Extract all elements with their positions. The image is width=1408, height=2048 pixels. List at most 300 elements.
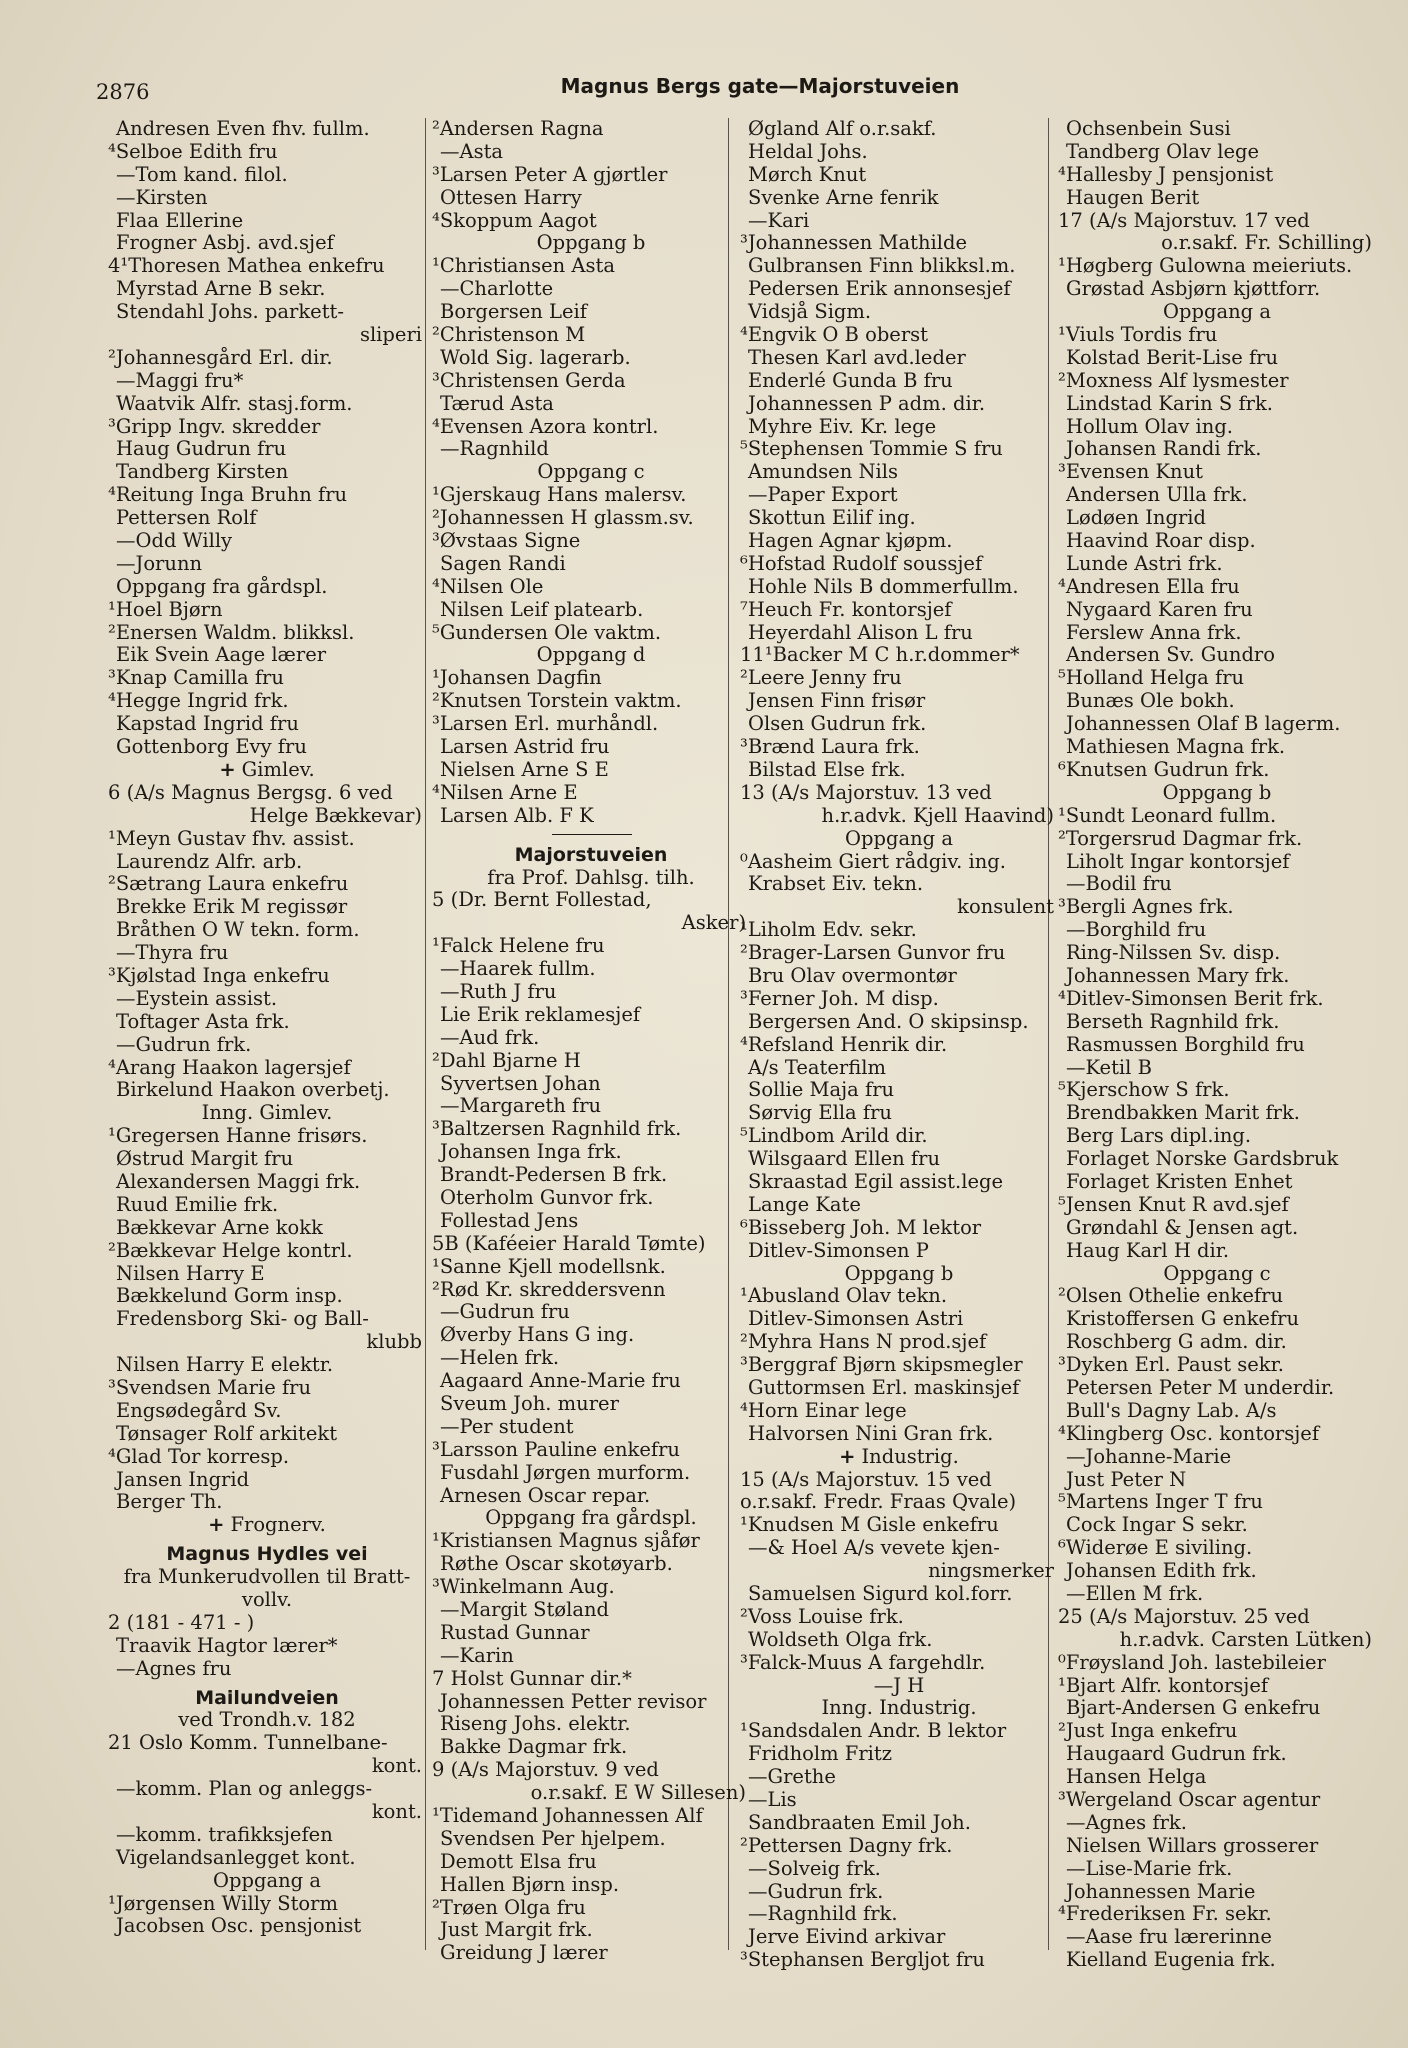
directory-entry: [1058, 1606, 1376, 1629]
entry-text: h.r.advk. Kjell Haavind): [821, 804, 1054, 827]
directory-entry: [1058, 1949, 1376, 1972]
entry-text: 11¹Backer M C h.r.dommer*: [740, 644, 1020, 667]
directory-entry: [740, 713, 1058, 736]
directory-entry: [1058, 1766, 1376, 1789]
entry-text: ¹Høgberg Gulowna meieriuts.: [1058, 255, 1353, 278]
directory-entry: [108, 1171, 426, 1194]
directory-entry: [108, 1057, 426, 1080]
entry-text: 5B (Kaféeier Harald Tømte): [432, 1232, 706, 1255]
directory-entry: [432, 599, 750, 622]
entry-text: Jensen Finn frisør: [748, 690, 926, 713]
street-heading: [432, 844, 750, 867]
entry-text: Bergersen And. O skipsinsp.: [748, 1010, 1029, 1033]
entry-text: —& Hoel A/s vevete kjen-: [748, 1537, 1000, 1560]
entry-text: Kristoffersen G enkefru: [1066, 1308, 1300, 1331]
column-3: [740, 118, 1058, 1972]
directory-entry: [740, 576, 1058, 599]
directory-entry: [740, 1125, 1058, 1148]
directory-entry: [740, 1835, 1058, 1858]
entry-text: Rustad Gunnar: [440, 1621, 590, 1644]
directory-entry: [740, 301, 1058, 324]
entry-text: ³Larsen Erl. murhåndl.: [432, 713, 659, 736]
entry-text: —Gudrun fru: [440, 1301, 570, 1324]
directory-entry: [740, 736, 1058, 759]
entry-text: —Bodil fru: [1066, 873, 1172, 896]
directory-entry: [740, 1034, 1058, 1057]
directory-entry: [108, 507, 426, 530]
entry-text: Ditlev-Simonsen P: [748, 1239, 929, 1262]
directory-entry: [108, 576, 426, 599]
directory-entry: [432, 1942, 750, 1965]
entry-text: —Jorunn: [116, 552, 203, 575]
directory-entry: [1058, 461, 1376, 484]
entry-text: Aagaard Anne-Marie fru: [440, 1370, 681, 1393]
entry-text: vollv.: [241, 1589, 293, 1611]
directory-entry: [1058, 141, 1376, 164]
directory-entry: [432, 1736, 750, 1759]
entry-text: o.r.sakf. Fr. Schilling): [1161, 232, 1372, 255]
entry-text: Helge Bækkevar): [249, 804, 422, 827]
directory-entry: [108, 1423, 426, 1446]
directory-entry: [1058, 324, 1376, 347]
section-rule: [432, 828, 750, 838]
entry-text: Oppgang a: [213, 1869, 321, 1892]
directory-entry: [740, 347, 1058, 370]
entry-text: konsulent: [957, 896, 1054, 919]
section-label: [108, 1870, 426, 1893]
entry-text: ²Torgersrud Dagmar frk.: [1058, 827, 1303, 850]
directory-entry: [740, 1331, 1058, 1354]
directory-entry: [1058, 988, 1376, 1011]
entry-text: ²Pettersen Dagny frk.: [740, 1834, 953, 1857]
entry-text: —Eystein assist.: [116, 987, 278, 1010]
directory-entry: [1058, 1057, 1376, 1080]
directory-entry: [108, 1217, 426, 1240]
directory-entry: [108, 301, 426, 324]
directory-entry: [1058, 1743, 1376, 1766]
directory-entry: [108, 118, 426, 141]
entry-text: Nilsen Leif platearb.: [440, 598, 644, 621]
directory-entry: [740, 438, 1058, 461]
directory-entry: [108, 828, 426, 851]
directory-entry: [108, 530, 426, 553]
directory-entry: [108, 1240, 426, 1263]
entry-text: Pedersen Erik annonsesjef: [748, 278, 1011, 301]
directory-entry: [740, 1606, 1058, 1629]
entry-text: Johannessen Olaf B lagerm.: [1066, 713, 1341, 736]
directory-entry: [1058, 278, 1376, 301]
entry-text: Kapstad Ingrid fru: [116, 713, 299, 736]
entry-text: Larsen Alb. F K: [440, 804, 594, 827]
entry-text: Haugaard Gudrun frk.: [1066, 1743, 1287, 1766]
entry-text: Petersen Peter M underdir.: [1066, 1376, 1335, 1399]
entry-text: ⁴Andresen Ella fru: [1058, 575, 1240, 598]
entry-text: Just Margit frk.: [440, 1919, 593, 1942]
directory-entry: [740, 644, 1058, 667]
entry-text: klubb: [366, 1331, 422, 1354]
directory-entry: [1058, 1858, 1376, 1881]
entry-text: Bru Olav overmontør: [748, 964, 957, 987]
entry-text: Sveum Joh. murer: [440, 1392, 619, 1415]
cross-street-marker: +: [219, 758, 236, 781]
directory-entry: [740, 1400, 1058, 1423]
directory-entry: [432, 1347, 750, 1370]
entry-text: Mørch Knut: [748, 163, 867, 186]
directory-entry: [1058, 851, 1376, 874]
directory-entry: [108, 1400, 426, 1423]
directory-entry: [108, 1125, 426, 1148]
entry-text: —Lis: [748, 1789, 797, 1812]
directory-entry: [740, 942, 1058, 965]
entry-text: Thesen Karl avd.leder: [748, 346, 966, 369]
directory-entry: [108, 1377, 426, 1400]
entry-text: Myhre Eiv. Kr. lege: [748, 415, 937, 438]
entry-text: Follestad Jens: [440, 1209, 579, 1232]
directory-entry: [108, 393, 426, 416]
entry-text: Skraastad Egil assist.lege: [748, 1170, 1004, 1193]
directory-entry: [740, 370, 1058, 393]
directory-entry: [108, 255, 426, 278]
entry-text: —J H: [873, 1674, 925, 1697]
entry-text: —Haarek fullm.: [440, 958, 596, 981]
entry-text: Bunæs Ole bokh.: [1066, 690, 1235, 713]
directory-entry: [1058, 873, 1376, 896]
directory-entry: [740, 1743, 1058, 1766]
entry-text: Oppgang b: [844, 1262, 954, 1285]
entry-text: ³Falck-Muus A fargehdlr.: [740, 1651, 986, 1674]
entry-text: ¹Viuls Tordis fru: [1058, 324, 1218, 347]
directory-entry: [740, 1057, 1058, 1080]
street-heading: [108, 1687, 426, 1710]
directory-entry: [1058, 1881, 1376, 1904]
directory-entry: [1058, 1812, 1376, 1835]
directory-entry: [1058, 1194, 1376, 1217]
entry-text: ¹Johansen Dagfin: [432, 667, 602, 690]
directory-entry: [432, 935, 750, 958]
entry-text: —Ragnhild: [440, 438, 549, 461]
directory-entry: [432, 324, 750, 347]
entry-text: —Helen frk.: [440, 1347, 560, 1370]
directory-entry: [740, 255, 1058, 278]
entry-text: ³Baltzersen Ragnhild frk.: [432, 1118, 682, 1141]
directory-entry: [432, 1553, 750, 1576]
entry-text: Johannessen Mary frk.: [1066, 964, 1290, 987]
entry-text: ²Olsen Othelie enkefru: [1058, 1285, 1284, 1308]
entry-text: ³Winkelmann Aug.: [432, 1576, 615, 1599]
entry-text: Oppgang fra gårdspl.: [116, 575, 328, 598]
directory-entry: [1058, 232, 1376, 255]
directory-entry: [108, 1755, 426, 1778]
directory-entry: [108, 1354, 426, 1377]
directory-entry: [1058, 164, 1376, 187]
section-label: [1058, 782, 1376, 805]
entry-text: ²Bækkevar Helge kontrl.: [108, 1239, 353, 1262]
entry-text: Nilsen Harry E: [116, 1262, 265, 1285]
directory-entry: [432, 1530, 750, 1553]
entry-text: ¹Falck Helene fru: [432, 935, 605, 958]
entry-text: ⁴Evensen Azora kontrl.: [432, 415, 659, 438]
directory-entry: [1058, 1125, 1376, 1148]
directory-entry: [108, 370, 426, 393]
directory-entry: [740, 1629, 1058, 1652]
directory-entry: [432, 1279, 750, 1302]
entry-text: Gimlev.: [241, 758, 315, 781]
directory-entry: [740, 141, 1058, 164]
entry-text: Waatvik Alfr. stasj.form.: [116, 392, 353, 415]
directory-entry: [1058, 416, 1376, 439]
entry-text: —Maggi fru*: [116, 369, 244, 392]
entry-text: Forlaget Kristen Enhet: [1066, 1170, 1293, 1193]
directory-entry: [1058, 1469, 1376, 1492]
entry-text: Cock Ingar S sekr.: [1066, 1514, 1248, 1537]
column-4: [1058, 118, 1376, 1972]
directory-entry: [1058, 1240, 1376, 1263]
entry-text: ²Christenson M: [432, 324, 586, 347]
directory-entry: [108, 1011, 426, 1034]
directory-entry: [108, 416, 426, 439]
directory-entry: [740, 1011, 1058, 1034]
directory-entry: [740, 1217, 1058, 1240]
entry-text: Bakke Dagmar frk.: [440, 1736, 628, 1759]
entry-text: Gottenborg Evy fru: [116, 736, 307, 759]
entry-text: ⁵Gundersen Ole vaktm.: [432, 621, 662, 644]
directory-entry: [432, 1095, 750, 1118]
entry-text: Inng. Industrig.: [821, 1697, 977, 1720]
directory-entry: [432, 1393, 750, 1416]
entry-text: Alexandersen Maggi frk.: [116, 1170, 361, 1193]
entry-text: —Lise-Marie frk.: [1066, 1857, 1233, 1880]
entry-text: Johannessen P adm. dir.: [748, 392, 986, 415]
entry-text: ⁴Klingberg Osc. kontorsjef: [1058, 1422, 1320, 1445]
directory-entry: [1058, 759, 1376, 782]
entry-text: Magnus Hydles vei: [166, 1543, 368, 1566]
entry-text: ³Stephansen Bergljot fru: [740, 1949, 985, 1972]
directory-entry: [432, 553, 750, 576]
directory-entry: [740, 393, 1058, 416]
entry-text: 5 (Dr. Bernt Follestad,: [432, 889, 652, 912]
entry-text: Haug Gudrun fru: [116, 438, 287, 461]
entry-text: ²Leere Jenny fru: [740, 667, 902, 690]
page-number: 2876: [96, 80, 150, 104]
directory-entry: [108, 438, 426, 461]
entry-text: ⁴Glad Tor korresp.: [108, 1445, 290, 1468]
directory-entry: [108, 1824, 426, 1847]
directory-entry: [740, 782, 1058, 805]
directory-entry: [108, 1847, 426, 1870]
entry-text: ²Brager-Larsen Gunvor fru: [740, 942, 1006, 965]
entry-text: ²Rød Kr. skreddersvenn: [432, 1278, 666, 1301]
column-2: [432, 118, 750, 1965]
directory-entry: [740, 553, 1058, 576]
directory-entry: [108, 1446, 426, 1469]
entry-text: Heyerdahl Alison L fru: [748, 621, 973, 644]
entry-text: kont.: [371, 1755, 422, 1778]
directory-entry: [108, 667, 426, 690]
directory-entry: [740, 896, 1058, 919]
entry-text: Tandberg Kirsten: [116, 461, 289, 484]
entry-text: Fridholm Fritz: [748, 1743, 892, 1766]
directory-entry: [1058, 553, 1376, 576]
entry-text: —Tom kand. filol.: [116, 163, 288, 186]
directory-entry: [740, 324, 1058, 347]
entry-text: Nielsen Arne S E: [440, 758, 609, 781]
directory-entry: [1058, 1697, 1376, 1720]
directory-entry: [432, 1828, 750, 1851]
entry-text: ¹Hoel Bjørn: [108, 598, 223, 621]
directory-entry: [1058, 1102, 1376, 1125]
directory-entry: [740, 759, 1058, 782]
directory-entry: [1058, 1308, 1376, 1331]
entry-text: Mathiesen Magna frk.: [1066, 736, 1286, 759]
section-label: [740, 1697, 1058, 1720]
directory-entry: [108, 713, 426, 736]
entry-text: ⁴Selboe Edith fru: [108, 140, 278, 163]
entry-text: ¹Meyn Gustav fhv. assist.: [108, 827, 355, 850]
entry-text: ⁵Lindbom Arild dir.: [740, 1125, 928, 1148]
entry-text: ⁴Engvik O B oberst: [740, 324, 929, 347]
directory-entry: [740, 1858, 1058, 1881]
entry-text: ³Christensen Gerda: [432, 369, 626, 392]
directory-entry: [432, 118, 750, 141]
directory-entry: [108, 644, 426, 667]
directory-entry: [740, 1652, 1058, 1675]
entry-text: Enderlé Gunda B fru: [748, 369, 953, 392]
directory-entry: [1058, 644, 1376, 667]
directory-entry: [1058, 599, 1376, 622]
entry-text: 13 (A/s Majorstuv. 13 ved: [740, 781, 992, 804]
entry-text: Forlaget Norske Gardsbruk: [1066, 1148, 1339, 1171]
entry-text: ³Brænd Laura frk.: [740, 736, 920, 759]
entry-text: Jansen Ingrid: [116, 1468, 250, 1491]
entry-text: Larsen Astrid fru: [440, 736, 610, 759]
entry-text: ²Moxness Alf lysmester: [1058, 369, 1289, 392]
entry-text: Røthe Oscar skotøyarb.: [440, 1553, 673, 1576]
entry-text: Ochsenbein Susi: [1066, 118, 1231, 140]
entry-text: 2 (181 - 471 - ): [108, 1611, 255, 1634]
directory-entry: [108, 1331, 426, 1354]
directory-entry: [1058, 622, 1376, 645]
directory-entry: [108, 1612, 426, 1635]
directory-entry: [432, 1027, 750, 1050]
entry-text: Fusdahl Jørgen murform.: [440, 1461, 691, 1484]
directory-entry: [740, 164, 1058, 187]
entry-text: ³Larsen Peter A gjørtler: [432, 163, 668, 186]
entry-text: Eik Svein Aage lærer: [116, 644, 327, 667]
directory-entry: [740, 988, 1058, 1011]
directory-entry: [1058, 1560, 1376, 1583]
section-label: [740, 1446, 1058, 1469]
entry-text: Ruud Emilie frk.: [116, 1193, 279, 1216]
directory-entry: [432, 759, 750, 782]
entry-text: Ring-Nilssen Sv. disp.: [1066, 942, 1281, 965]
entry-text: —Ragnhild frk.: [748, 1903, 898, 1926]
entry-text: Oppgang b: [536, 232, 646, 255]
entry-text: —Agnes frk.: [1066, 1811, 1187, 1834]
entry-text: Myrstad Arne B sekr.: [116, 278, 326, 301]
directory-entry: [108, 278, 426, 301]
section-label: [108, 1709, 426, 1732]
directory-entry: [1058, 1629, 1376, 1652]
entry-text: ²Just Inga enkefru: [1058, 1720, 1238, 1743]
entry-text: Johansen Inga frk.: [440, 1141, 622, 1164]
entry-text: ⁴Ditlev-Simonsen Berit frk.: [1058, 987, 1324, 1010]
directory-entry: [740, 622, 1058, 645]
directory-entry: [1058, 187, 1376, 210]
directory-entry: [740, 507, 1058, 530]
entry-text: Kielland Eugenia frk.: [1066, 1949, 1276, 1972]
entry-text: —Paper Export: [748, 484, 898, 507]
entry-text: ²Myhra Hans N prod.sjef: [740, 1331, 987, 1354]
directory-entry: [432, 912, 750, 935]
entry-text: ¹Gjerskaug Hans malersv.: [432, 484, 687, 507]
directory-entry: [432, 255, 750, 278]
entry-text: 4¹Thoresen Mathea enkefru: [108, 255, 385, 278]
entry-text: Krabset Eiv. tekn.: [748, 873, 924, 896]
directory-entry: [108, 988, 426, 1011]
entry-text: Asker): [681, 912, 746, 935]
directory-entry: [1058, 1354, 1376, 1377]
directory-entry: [1058, 1285, 1376, 1308]
entry-text: Østrud Margit fru: [116, 1148, 294, 1171]
section-label: [108, 759, 426, 782]
entry-text: Kolstad Berit-Lise fru: [1066, 346, 1279, 369]
entry-text: ³Knap Camilla fru: [108, 667, 284, 690]
entry-text: ⁵Jensen Knut R avd.sjef: [1058, 1193, 1289, 1216]
entry-text: —Aase fru lærerinne: [1066, 1926, 1272, 1949]
entry-text: Lunde Astri frk.: [1066, 552, 1223, 575]
entry-text: Lindstad Karin S frk.: [1066, 392, 1273, 415]
entry-text: ²Johannesgård Erl. dir.: [108, 346, 333, 369]
entry-text: Gulbransen Finn blikksl.m.: [748, 255, 1016, 278]
entry-text: Svendsen Per hjelpem.: [440, 1827, 666, 1850]
directory-entry: [108, 622, 426, 645]
directory-entry: [108, 896, 426, 919]
directory-entry: [740, 1789, 1058, 1812]
entry-text: Pettersen Rolf: [116, 507, 257, 530]
directory-entry: [1058, 438, 1376, 461]
entry-text: ⁷Heuch Fr. kontorsjef: [740, 598, 952, 621]
directory-entry: [432, 1439, 750, 1462]
entry-text: Frogner Asbj. avd.sjef: [116, 232, 334, 255]
entry-text: Hansen Helga: [1066, 1766, 1207, 1789]
entry-text: —Gudrun frk.: [116, 1033, 252, 1056]
directory-entry: [740, 1308, 1058, 1331]
entry-text: Oppgang a: [1163, 301, 1271, 324]
section-label: [432, 1507, 750, 1530]
directory-entry: [108, 1285, 426, 1308]
directory-entry: [740, 599, 1058, 622]
entry-text: Nilsen Harry E elektr.: [116, 1354, 334, 1377]
directory-entry: [740, 1491, 1058, 1514]
directory-entry: [1058, 1789, 1376, 1812]
section-label: [740, 828, 1058, 851]
entry-text: ¹Sanne Kjell modellsnk.: [432, 1255, 666, 1278]
entry-text: ⁴Hegge Ingrid frk.: [108, 690, 289, 713]
entry-text: A/s Teaterfilm: [748, 1056, 886, 1079]
entry-text: ¹Kristiansen Magnus sjåfør: [432, 1530, 700, 1553]
directory-entry: [1058, 1331, 1376, 1354]
section-label: [740, 1675, 1058, 1698]
directory-entry: [1058, 1423, 1376, 1446]
directory-entry: [432, 667, 750, 690]
directory-entry: [1058, 530, 1376, 553]
directory-entry: [432, 1851, 750, 1874]
entry-text: Vigelandsanlegget kont.: [116, 1846, 356, 1869]
directory-entry: [740, 118, 1058, 141]
entry-text: Tærud Asta: [440, 392, 554, 415]
entry-text: —Kirsten: [116, 186, 208, 209]
directory-entry: [1058, 1537, 1376, 1560]
